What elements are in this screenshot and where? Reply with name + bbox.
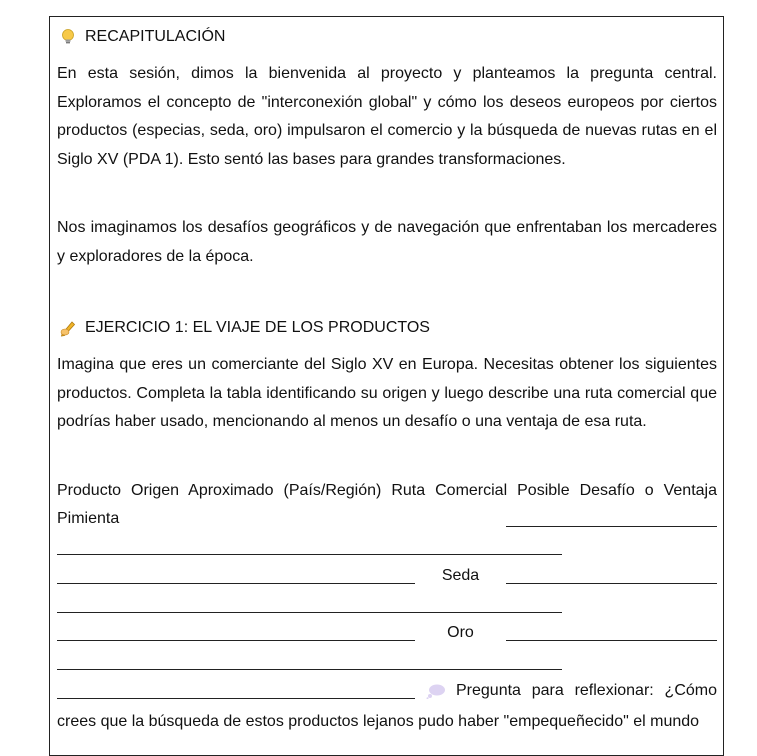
product-pimienta: Pimienta [57,510,120,527]
answer-line[interactable] [506,583,717,584]
recap-title: RECAPITULACIÓN [85,28,226,45]
product-seda: Seda [441,567,480,584]
recap-heading [59,27,225,47]
exercise-instructions: Imagina que eres un comerciante del Siglo XV en Europa. Necesitas obtener los siguientes productos. Completa la tabla identificando su origen y luego describe una ruta comercial que podrías haber usado, mencionando al menos un desafío o una ventaja de esa ruta. [57,356,717,431]
writing-hand-icon [59,319,77,337]
reflection-continuation: crees que la búsqueda de estos productos lejanos pudo haber "empequeñecido" el mundo [57,713,700,730]
reflection-prompt-text: Pregunta para reflexionar: ¿Cómo [456,682,717,699]
table-header: Producto Origen Aproximado (País/Región) Ruta Comercial Posible Desafío o Ventaja [57,482,717,499]
answer-line[interactable] [57,669,562,670]
answer-line[interactable] [57,698,415,699]
recap-paragraph-2: Nos imaginamos los desafíos geográficos y de navegación que enfrentaban los mercaderes y exploradores de la época. [57,219,717,265]
lightbulb-icon [59,28,77,46]
answer-line[interactable] [57,612,562,613]
exercise-heading [59,318,430,338]
thought-bubble-icon [426,683,446,699]
answer-line[interactable] [57,640,415,641]
reflection-prompt [426,681,717,701]
exercise-title: EJERCICIO 1: EL VIAJE DE LOS PRODUCTOS [85,319,430,336]
recap-paragraph-1: En esta sesión, dimos la bienvenida al proyecto y planteamos la pregunta central. Exploramos el concepto de "interconexión global" y cómo los deseos europeos por ciertos productos (especias, seda, oro) impulsaron el comercio y la búsqueda de nuevas rutas en el Siglo XV (PDA 1). Esto sentó las bases para grandes transformaciones. [57,65,717,168]
answer-line[interactable] [57,554,562,555]
answer-line[interactable] [506,640,717,641]
answer-line[interactable] [506,526,717,527]
answer-line[interactable] [57,583,415,584]
product-oro: Oro [447,624,474,641]
